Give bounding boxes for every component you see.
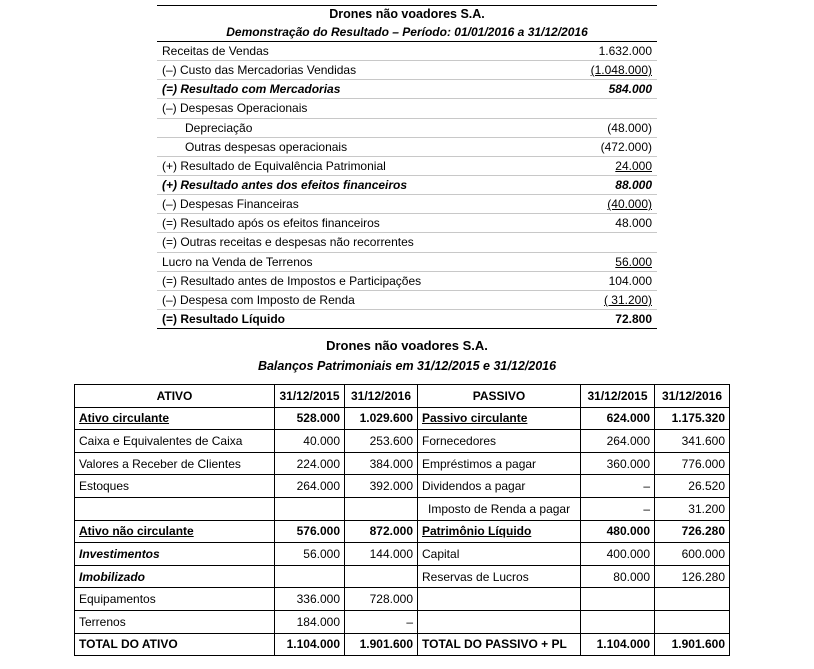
cell-value: [655, 610, 730, 633]
cell-passivo-label: Patrimônio Líquido: [418, 520, 581, 543]
cell-value: 184.000: [275, 610, 345, 633]
income-statement: [157, 5, 657, 329]
cell-value: 1.029.600: [345, 407, 418, 430]
cell-value: 31.200: [655, 497, 730, 520]
table-row: [75, 497, 730, 520]
dre-label: (=) Resultado com Mercadorias: [162, 82, 341, 97]
cell-total-ativo-label: TOTAL DO ATIVO: [75, 633, 275, 656]
dre-value: (40.000): [607, 197, 652, 212]
cell-value: 1.901.600: [345, 633, 418, 656]
dre-row-depreciacao: [157, 119, 657, 138]
dre-value: 1.632.000: [598, 44, 652, 58]
cell-value: 253.600: [345, 430, 418, 453]
cell-value: 480.000: [581, 520, 655, 543]
table-row: [75, 520, 730, 543]
dre-row-cmv: [157, 61, 657, 80]
dre-row-imposto-renda: [157, 291, 657, 310]
cell-value: 400.000: [581, 543, 655, 566]
cell-value: [275, 565, 345, 588]
dre-row-resultado-liquido: [157, 310, 657, 329]
cell-value: 224.000: [275, 452, 345, 475]
cell-value: 264.000: [581, 430, 655, 453]
dre-value: (1.048.000): [590, 63, 652, 78]
cell-value: 26.520: [655, 475, 730, 498]
cell-value: 1.901.600: [655, 633, 730, 656]
cell-value: 576.000: [275, 520, 345, 543]
dre-row-apos-efeitos: [157, 214, 657, 233]
dre-label: (=) Outras receitas e despesas não recorrentes: [162, 235, 414, 250]
cell-value: 80.000: [581, 565, 655, 588]
dre-value: (472.000): [600, 139, 652, 154]
dre-row-despesas-operacionais: [157, 99, 657, 118]
header-ativo-2016: 31/12/2016: [345, 385, 418, 408]
dre-value: 72.800: [615, 311, 652, 326]
cell-value: 1.175.320: [655, 407, 730, 430]
balance-sheet-subtitle: Balanços Patrimoniais em 31/12/2015 e 31/12/2016: [257, 359, 557, 373]
table-row: [75, 430, 730, 453]
header-passivo: PASSIVO: [418, 385, 581, 408]
cell-passivo-label: Passivo circulante: [418, 407, 581, 430]
cell-value: 624.000: [581, 407, 655, 430]
cell-passivo-label: Fornecedores: [418, 430, 581, 453]
cell-value: 360.000: [581, 452, 655, 475]
cell-passivo-label: Imposto de Renda a pagar: [418, 497, 581, 520]
cell-value: [581, 588, 655, 611]
dre-row-receitas: [157, 42, 657, 61]
cell-value: –: [581, 475, 655, 498]
cell-passivo-label: Dividendos a pagar: [418, 475, 581, 498]
table-row: [75, 588, 730, 611]
dre-label: (+) Resultado de Equivalência Patrimonial: [162, 158, 386, 173]
dre-label: (–) Despesa com Imposto de Renda: [162, 292, 355, 307]
cell-value: [345, 497, 418, 520]
cell-value: 336.000: [275, 588, 345, 611]
dre-row-lucro-terrenos: [157, 253, 657, 272]
cell-passivo-label: Reservas de Lucros: [418, 565, 581, 588]
cell-value: 1.104.000: [275, 633, 345, 656]
cell-value: 872.000: [345, 520, 418, 543]
cell-value: 728.000: [345, 588, 418, 611]
dre-label: (+) Resultado antes dos efeitos financeiros: [162, 177, 408, 192]
dre-label: (–) Custo das Mercadorias Vendidas: [162, 63, 357, 78]
cell-value: 56.000: [275, 543, 345, 566]
table-row: [75, 610, 730, 633]
dre-row-nao-recorrentes: [157, 233, 657, 252]
dre-label: Receitas de Vendas: [162, 44, 269, 58]
dre-label: Outras despesas operacionais: [185, 139, 348, 154]
table-row: [75, 452, 730, 475]
cell-ativo-label: Ativo circulante: [75, 407, 275, 430]
cell-value: 392.000: [345, 475, 418, 498]
header-passivo-2016: 31/12/2016: [655, 385, 730, 408]
cell-passivo-label: Capital: [418, 543, 581, 566]
dre-label: Lucro na Venda de Terrenos: [162, 254, 313, 269]
header-ativo-2015: 31/12/2015: [275, 385, 345, 408]
cell-value: 384.000: [345, 452, 418, 475]
balance-sheet-company: Drones não voadores S.A.: [326, 338, 488, 353]
dre-value: 584.000: [608, 82, 652, 97]
cell-ativo-label: Terrenos: [75, 610, 275, 633]
cell-value: 341.600: [655, 430, 730, 453]
cell-ativo-label: [75, 497, 275, 520]
header-ativo: ATIVO: [75, 385, 275, 408]
cell-value: 726.280: [655, 520, 730, 543]
dre-value: ( 31.200): [603, 292, 652, 307]
table-header-row: [75, 385, 730, 408]
cell-value: 528.000: [275, 407, 345, 430]
dre-label: Depreciação: [185, 120, 253, 135]
table-row: [75, 565, 730, 588]
cell-value: –: [345, 610, 418, 633]
dre-row-outras-despesas: [157, 138, 657, 157]
dre-label: (–) Despesas Operacionais: [162, 101, 308, 116]
table-row: [75, 543, 730, 566]
cell-ativo-label: Estoques: [75, 475, 275, 498]
cell-value: [275, 497, 345, 520]
dre-row-antes-impostos: [157, 272, 657, 291]
cell-passivo-label: [418, 588, 581, 611]
cell-value: [655, 588, 730, 611]
cell-ativo-label: Imobilizado: [75, 565, 275, 588]
dre-label: (=) Resultado após os efeitos financeiros: [162, 216, 380, 231]
dre-row-antes-efeitos: [157, 176, 657, 195]
dre-value: 24.000: [615, 158, 652, 173]
cell-passivo-label: Empréstimos a pagar: [418, 452, 581, 475]
balance-sheet-table: [74, 384, 730, 656]
cell-ativo-label: Ativo não circulante: [75, 520, 275, 543]
cell-value: 40.000: [275, 430, 345, 453]
cell-ativo-label: Valores a Receber de Clientes: [75, 452, 275, 475]
cell-value: 144.000: [345, 543, 418, 566]
dre-label: (=) Resultado antes de Impostos e Participações: [162, 273, 422, 288]
cell-value: [581, 610, 655, 633]
income-statement-company: Drones não voadores S.A.: [157, 5, 657, 23]
cell-ativo-label: Equipamentos: [75, 588, 275, 611]
cell-value: [345, 565, 418, 588]
dre-value: 48.000: [615, 216, 652, 231]
dre-value: 88.000: [615, 177, 652, 192]
cell-value: 264.000: [275, 475, 345, 498]
header-passivo-2015: 31/12/2015: [581, 385, 655, 408]
dre-value: 104.000: [608, 273, 652, 288]
dre-value: (48.000): [607, 120, 652, 135]
cell-value: 1.104.000: [581, 633, 655, 656]
cell-value: 776.000: [655, 452, 730, 475]
cell-ativo-label: Caixa e Equivalentes de Caixa: [75, 430, 275, 453]
cell-value: –: [581, 497, 655, 520]
dre-row-equivalencia: [157, 157, 657, 176]
cell-total-passivo-label: TOTAL DO PASSIVO + PL: [418, 633, 581, 656]
table-row: [75, 407, 730, 430]
dre-row-resultado-mercadorias: [157, 80, 657, 99]
balance-sheet-title: [0, 336, 814, 376]
cell-value: 600.000: [655, 543, 730, 566]
dre-label: (–) Despesas Financeiras: [162, 197, 299, 212]
cell-passivo-label: [418, 610, 581, 633]
table-row: [75, 475, 730, 498]
income-statement-subtitle: Demonstração do Resultado – Período: 01/01/2016 a 31/12/2016: [157, 23, 657, 42]
dre-value: 56.000: [615, 254, 652, 269]
dre-row-despesas-financeiras: [157, 195, 657, 214]
dre-label: (=) Resultado Líquido: [162, 311, 285, 326]
table-total-row: [75, 633, 730, 656]
cell-ativo-label: Investimentos: [75, 543, 275, 566]
cell-value: 126.280: [655, 565, 730, 588]
